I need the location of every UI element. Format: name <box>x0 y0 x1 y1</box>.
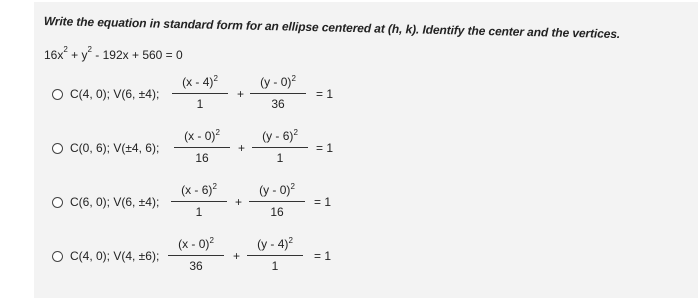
denominator: 1 <box>195 205 203 219</box>
fraction-bar <box>252 147 308 148</box>
numerator: (x - 6) <box>181 183 213 197</box>
question-prompt: Write the equation in standard form for an ellipse centered at (h, k). Identify the center and the vertices. <box>43 14 621 42</box>
numerator: (x - 4) <box>182 75 214 89</box>
denominator: 1 <box>271 259 279 273</box>
numerator: (x - 0) <box>184 129 216 143</box>
fraction-bar <box>249 201 305 202</box>
fraction-bar <box>174 147 230 148</box>
plus-sign: + <box>237 87 245 101</box>
exponent: 2 <box>291 74 296 83</box>
exponent: 2 <box>215 128 220 137</box>
fraction-bar <box>171 201 227 202</box>
fraction-y <box>252 127 308 166</box>
numerator: (y - 0) <box>259 183 291 197</box>
radio-button[interactable] <box>52 197 63 208</box>
exponent: 2 <box>293 128 298 137</box>
denominator: 36 <box>271 97 285 111</box>
fraction-x <box>172 73 228 112</box>
numerator: (x - 0) <box>178 237 210 251</box>
fraction-x <box>171 181 227 220</box>
radio-button[interactable] <box>52 251 63 262</box>
plus-sign: + <box>233 249 241 263</box>
plus-sign: + <box>235 195 243 209</box>
option-label: C(4, 0); V(6, ±4); <box>70 87 160 101</box>
equals-one: = 1 <box>314 195 332 209</box>
denominator: 16 <box>270 205 284 219</box>
radio-button[interactable] <box>52 143 63 154</box>
equation-term: + y <box>67 48 88 62</box>
fraction-bar <box>250 93 306 94</box>
fraction-y <box>247 235 303 274</box>
exponent: 2 <box>209 236 214 245</box>
answer-option-1[interactable] <box>52 73 452 117</box>
numerator: (y - 0) <box>260 75 292 89</box>
answer-option-2[interactable] <box>52 127 452 171</box>
answer-option-3[interactable] <box>52 181 452 225</box>
equals-one: = 1 <box>314 249 332 263</box>
equals-one: = 1 <box>316 141 334 155</box>
plus-sign: + <box>238 141 246 155</box>
numerator: (y - 4) <box>257 237 289 251</box>
fraction-y <box>250 73 306 112</box>
exponent: 2 <box>290 182 295 191</box>
fraction-bar <box>247 255 303 256</box>
denominator: 16 <box>195 151 209 165</box>
equation-exponent: 2 <box>87 45 92 54</box>
exponent: 2 <box>213 74 218 83</box>
given-equation <box>44 45 183 62</box>
equation-exponent: 2 <box>63 45 68 54</box>
fraction-x <box>168 235 224 274</box>
denominator: 1 <box>276 151 284 165</box>
equation-term: 16x <box>44 48 64 62</box>
radio-button[interactable] <box>52 89 63 100</box>
fraction-y <box>249 181 305 220</box>
denominator: 1 <box>196 97 204 111</box>
option-label: C(6, 0); V(6, ±4); <box>70 195 160 209</box>
fraction-bar <box>168 255 224 256</box>
numerator: (y - 6) <box>262 129 294 143</box>
exponent: 2 <box>288 236 293 245</box>
equals-one: = 1 <box>316 87 334 101</box>
fraction-bar <box>172 93 228 94</box>
option-label: C(4, 0); V(4, ±6); <box>70 249 160 263</box>
equation-term: - 192x + 560 = 0 <box>91 48 183 62</box>
option-label: C(0, 6); V(±4, 6); <box>70 141 160 155</box>
denominator: 36 <box>189 259 203 273</box>
answer-option-4[interactable] <box>52 235 452 279</box>
exponent: 2 <box>212 182 217 191</box>
fraction-x <box>174 127 230 166</box>
